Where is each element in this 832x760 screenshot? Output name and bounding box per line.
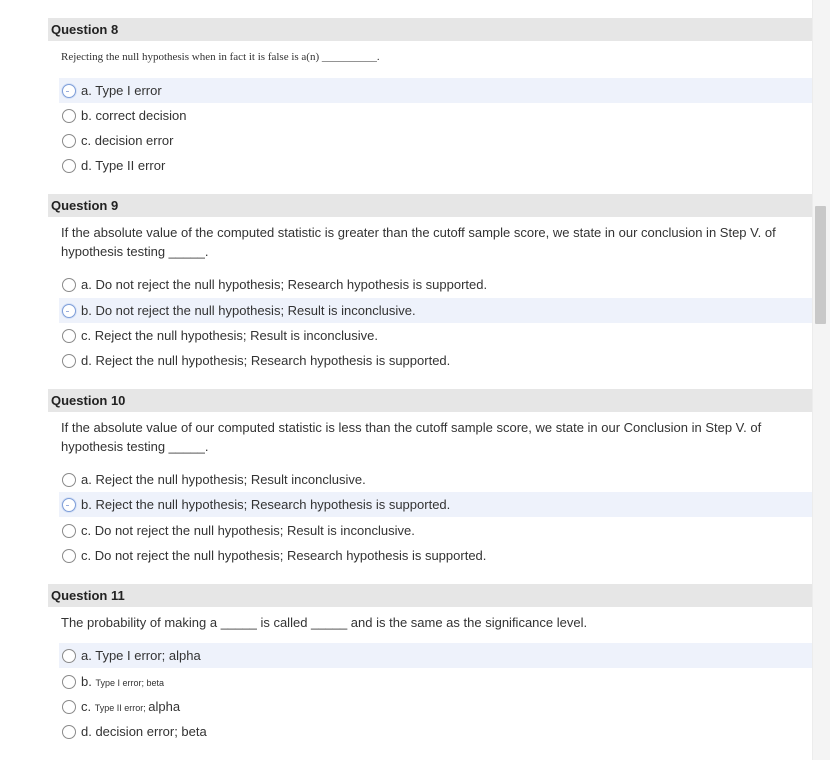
question-8-text: Rejecting the null hypothesis when in fact it is false is a(n) __________. xyxy=(61,51,380,63)
option-label: c. decision error xyxy=(81,133,174,148)
question-8-option-b[interactable] xyxy=(59,103,812,128)
question-11-option-a[interactable] xyxy=(59,643,812,668)
question-10-option-b[interactable] xyxy=(59,492,812,517)
radio-button[interactable] xyxy=(62,700,76,714)
question-11-option-c[interactable] xyxy=(59,694,812,719)
option-label: d. Reject the null hypothesis; Research hypothesis is supported. xyxy=(81,353,451,368)
question-8-option-d[interactable] xyxy=(59,153,812,178)
question-9-option-d[interactable] xyxy=(59,348,812,373)
radio-button[interactable] xyxy=(62,498,76,512)
question-10-header: Question 10 xyxy=(48,389,812,412)
radio-button[interactable] xyxy=(62,109,76,123)
question-9-option-a[interactable] xyxy=(59,272,812,297)
question-8-header: Question 8 xyxy=(48,18,812,41)
option-label: b. Do not reject the null hypothesis; Result is inconclusive. xyxy=(81,303,416,318)
question-9-option-b[interactable] xyxy=(59,298,812,323)
radio-button[interactable] xyxy=(62,134,76,148)
radio-button[interactable] xyxy=(62,675,76,689)
radio-button[interactable] xyxy=(62,159,76,173)
radio-button[interactable] xyxy=(62,304,76,318)
scrollbar-track[interactable] xyxy=(812,0,830,760)
option-label: b. Reject the null hypothesis; Research hypothesis is supported. xyxy=(81,497,451,512)
question-10-text: If the absolute value of our computed statistic is less than the cutoff sample score, we state in our Conclusion in Step V. of hypothesis testing _____. xyxy=(61,420,762,454)
option-label xyxy=(81,699,180,714)
question-8-option-c[interactable] xyxy=(59,128,812,153)
question-10-option-d[interactable] xyxy=(59,543,812,568)
radio-button[interactable] xyxy=(62,278,76,292)
question-10-option-c[interactable] xyxy=(59,518,812,543)
option-prefix: c. xyxy=(81,699,95,714)
option-label: d. decision error; beta xyxy=(81,724,207,739)
question-11-option-d[interactable] xyxy=(59,719,812,744)
option-prefix: b. xyxy=(81,674,96,689)
option-label: c. Reject the null hypothesis; Result is inconclusive. xyxy=(81,328,378,343)
option-label xyxy=(81,674,164,689)
option-label: a. Reject the null hypothesis; Result inconclusive. xyxy=(81,472,366,487)
option-small-text: Type I error; beta xyxy=(95,678,165,688)
question-9-text: If the absolute value of the computed statistic is greater than the cutoff sample score, we state in our conclusion in Step V. of hypothesis testing _____. xyxy=(61,225,776,259)
question-11-header: Question 11 xyxy=(48,584,812,607)
radio-button[interactable] xyxy=(62,354,76,368)
question-10-option-a[interactable] xyxy=(59,467,812,492)
radio-button[interactable] xyxy=(62,473,76,487)
question-11-option-b[interactable] xyxy=(59,669,812,694)
question-9-header: Question 9 xyxy=(48,194,812,217)
radio-button[interactable] xyxy=(62,725,76,739)
radio-button[interactable] xyxy=(62,329,76,343)
option-label: c. Do not reject the null hypothesis; Research hypothesis is supported. xyxy=(81,548,487,563)
radio-button[interactable] xyxy=(62,649,76,663)
option-rest-text: alpha xyxy=(148,699,181,714)
option-label: d. Type II error xyxy=(81,158,166,173)
option-label: c. Do not reject the null hypothesis; Result is inconclusive. xyxy=(81,523,415,538)
option-label: a. Type I error; alpha xyxy=(81,648,201,663)
radio-button[interactable] xyxy=(62,524,76,538)
question-8-option-a[interactable] xyxy=(59,78,812,103)
option-small-text: Type II error; xyxy=(94,703,149,713)
radio-button[interactable] xyxy=(62,84,76,98)
radio-button[interactable] xyxy=(62,549,76,563)
option-label: b. correct decision xyxy=(81,108,187,123)
scrollbar-thumb[interactable] xyxy=(815,206,826,324)
question-9-option-c[interactable] xyxy=(59,323,812,348)
option-label: a. Do not reject the null hypothesis; Research hypothesis is supported. xyxy=(81,277,488,292)
option-label: a. Type I error xyxy=(81,83,162,98)
question-11-text: The probability of making a _____ is called _____ and is the same as the significance level. xyxy=(61,615,588,630)
